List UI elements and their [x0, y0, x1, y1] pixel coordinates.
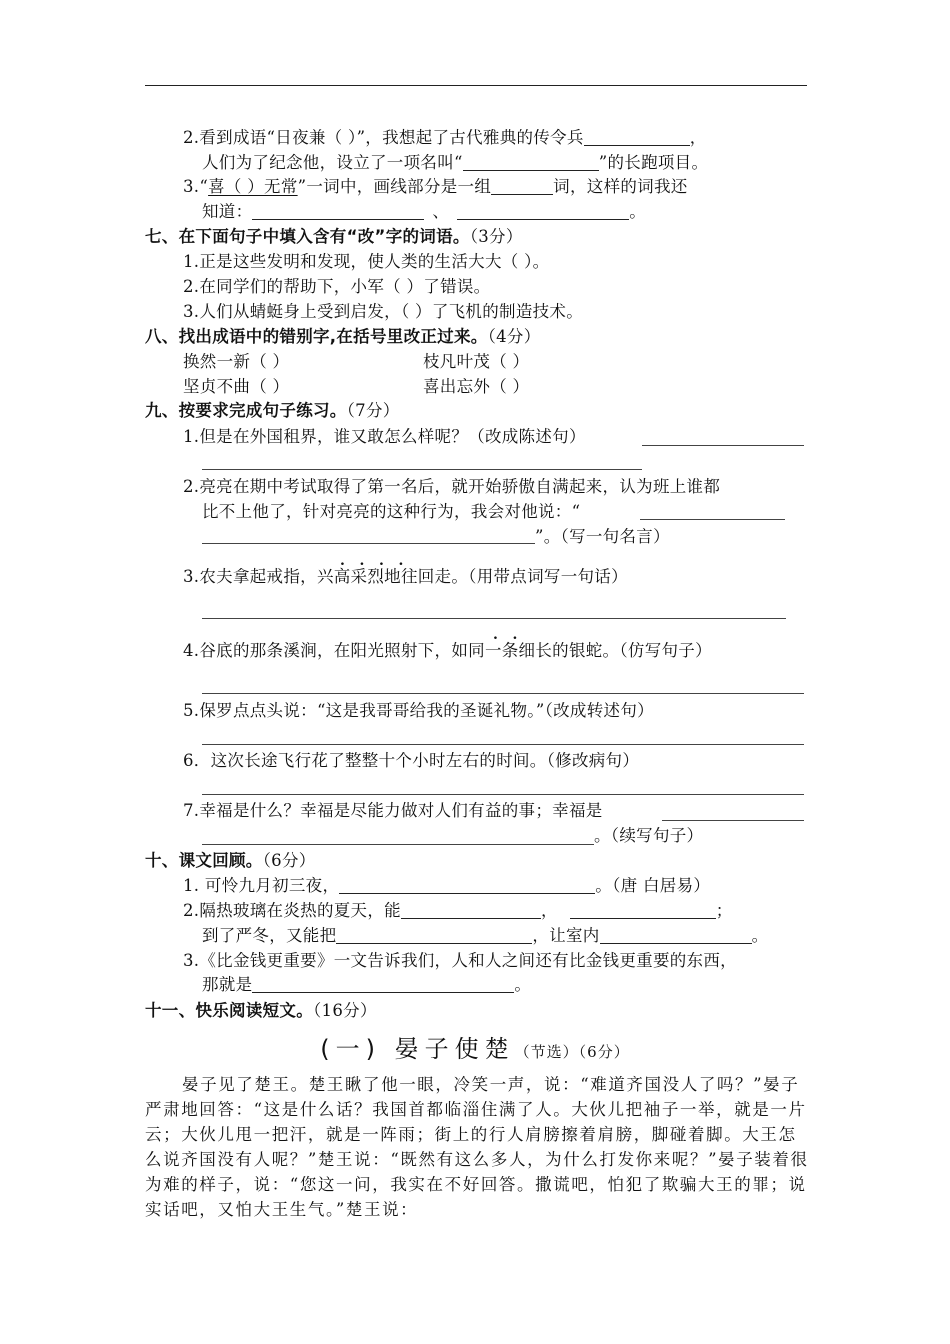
s10-q1: 1. 可怜九月初三夜， 。（唐 白居易） — [183, 876, 711, 895]
answer-line[interactable] — [662, 820, 804, 821]
s9-q4: 4.谷底的那条溪涧，在阳光照射下，如同一条细长的银蛇。（仿写句子） — [183, 641, 712, 660]
s9-q5: 5.保罗点点头说：“这是我哥哥给我的圣诞礼物。”（改成转述句） — [183, 701, 654, 720]
section-7-heading: 七、在下面句子中填入含有“改”字的词语。（3分） — [145, 227, 523, 246]
answer-blank[interactable] — [252, 203, 424, 220]
answer-line[interactable] — [202, 618, 786, 619]
s9-q7-line2: 。（续写句子） — [594, 826, 704, 845]
answer-line[interactable] — [202, 543, 535, 544]
s7-q2: 2.在同学们的帮助下，小军（ ）了错误。 — [183, 277, 491, 296]
s7-q1: 1.正是这些发明和发现，使人类的生活大大（ ）。 — [183, 252, 550, 271]
answer-line[interactable] — [640, 519, 785, 520]
passage-title: (一) 晏子使楚（节选）（6分） — [320, 1035, 630, 1063]
s8-item-3: 坚贞不曲（ ） — [183, 377, 290, 396]
answer-blank[interactable] — [600, 927, 752, 944]
passage-text: 晏子见了楚王。楚王瞅了他一眼，冷笑一声，说：“难道齐国没人了吗？”晏子严肃地回答：“这是什么话？我国首都临淄住满了人。大伙儿把袖子一举，就是一片云；大伙儿甩一把汗，就是一阵雨；街上的行人肩膀擦着肩膀，脚碰着脚。大王怎么说齐国没有人呢？”楚王说：“既然有这么多人，为什么打发你来呢？”晏子装着很为难的样子，说：“您这一问，我实在不好回答。撒谎吧，怕犯了欺骗大王的罪；说实话吧，又怕大王生气。”楚王说： — [145, 1075, 809, 1219]
answer-blank[interactable] — [339, 877, 595, 894]
answer-line[interactable] — [202, 844, 594, 845]
s9-q7-line1: 7.幸福是什么？幸福是尽能力做对人们有益的事；幸福是 — [183, 801, 603, 820]
answer-blank[interactable] — [463, 154, 599, 171]
s9-q2-line3: ”。（写一句名言） — [535, 527, 670, 546]
answer-blank[interactable] — [336, 927, 532, 944]
s7-q3: 3.人们从蜻蜓身上受到启发，（ ）了飞机的制造技术。 — [183, 302, 584, 321]
s9-q2-line2: 比不上他了，针对亮亮的这种行为，我会对他说：“ — [202, 502, 581, 521]
answer-blank[interactable] — [570, 902, 716, 919]
emphasis-dot: . . — [493, 627, 518, 643]
answer-blank[interactable] — [584, 129, 690, 146]
header-rule — [145, 85, 807, 86]
s6-q2-line2: 人们为了纪念他，设立了一项名叫“ ”的长跑项目。 — [202, 153, 709, 172]
section-8-heading: 八、找出成语中的错别字,在括号里改正过来。（4分） — [145, 327, 541, 346]
answer-line[interactable] — [202, 744, 804, 745]
s9-q2-line1: 2.亮亮在期中考试取得了第一名后，就开始骄傲自满起来，认为班上谁都 — [183, 477, 721, 496]
answer-blank[interactable] — [491, 178, 553, 195]
section-9-heading: 九、按要求完成句子练习。（7分） — [145, 401, 400, 420]
section-11-heading: 十一、快乐阅读短文。（16分） — [145, 1001, 377, 1020]
answer-blank[interactable] — [457, 203, 629, 220]
s9-q1: 1.但是在外国租界，谁又敢怎么样呢？（改成陈述句） — [183, 427, 586, 446]
section-10-heading: 十、课文回顾。（6分） — [145, 851, 316, 870]
emphasis-dot: . . . . — [340, 553, 404, 569]
answer-line[interactable] — [642, 445, 804, 446]
s6-q2-line1: 2.看到成语“日夜兼（ ）”，我想起了古代雅典的传令兵 ， — [183, 128, 707, 147]
s8-item-1: 换然一新（ ） — [183, 352, 290, 371]
s10-q3-line2: 那就是 。 — [202, 975, 532, 994]
s8-item-2: 枝凡叶茂（ ） — [423, 352, 530, 371]
s8-item-4: 喜出忘外（ ） — [423, 377, 530, 396]
s9-q3: 3.农夫拿起戒指，兴高采烈地往回走。（用带点词写一句话） — [183, 567, 628, 586]
answer-line[interactable] — [202, 794, 804, 795]
answer-blank[interactable] — [401, 902, 541, 919]
s6-q3-line2: 知道： 、 。 — [202, 202, 647, 221]
s9-q6: 6．这次长途飞行花了整整十个小时左右的时间。（修改病句） — [183, 751, 640, 770]
s10-q3-line1: 3.《比金钱更重要》一文告诉我们，人和人之间还有比金钱更重要的东西， — [183, 951, 737, 970]
s10-q2-line2: 到了严冬，又能把 ，让室内 。 — [202, 926, 769, 945]
answer-line[interactable] — [202, 469, 642, 470]
s6-q3-line1: 3.“喜（ ）无常”一词中，画线部分是一组 词，这样的词我还 — [183, 177, 688, 196]
answer-line[interactable] — [202, 693, 804, 694]
answer-blank[interactable] — [252, 976, 514, 993]
s10-q2-line1: 2.隔热玻璃在炎热的夏天，能 ， ； — [183, 901, 733, 920]
